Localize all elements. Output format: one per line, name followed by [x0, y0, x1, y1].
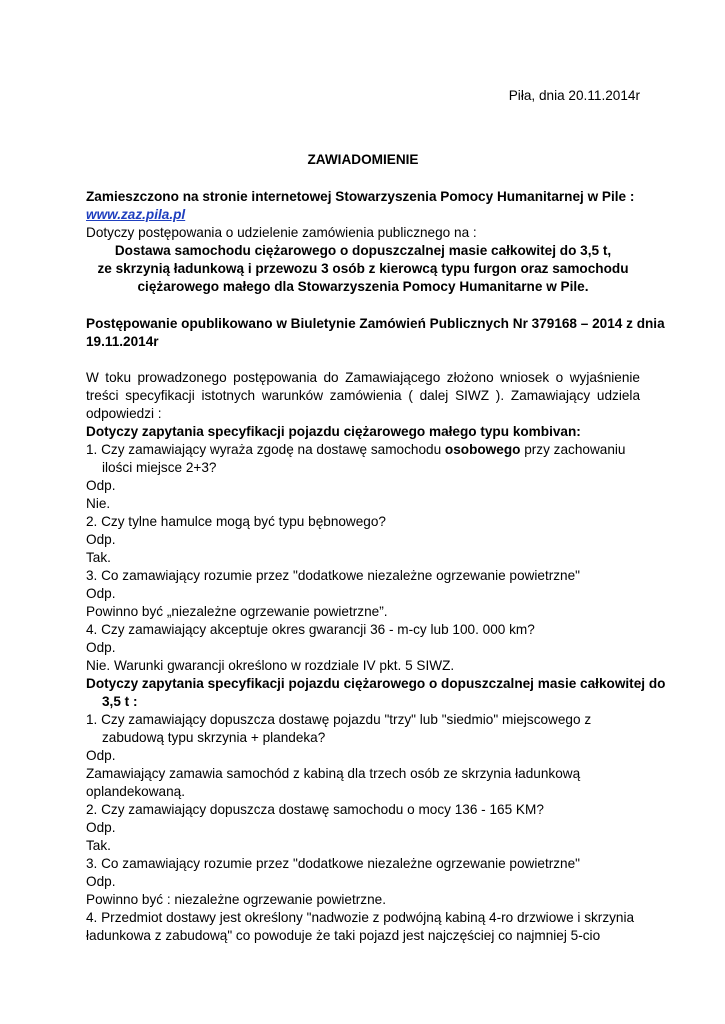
section-2-question-1-cont: zabudową typu skrzynia + plandeka? [102, 730, 326, 745]
section-2-answer-3: Powinno być : niezależne ogrzewanie powietrzne. [86, 892, 386, 907]
section-1-question-2: 2. Czy tylne hamulce mogą być typu bębnowego? [86, 514, 386, 529]
section-2-question-4: 4. Przedmiot dostawy jest określony "nadwozie z podwójną kabiną 4-ro drzwiowe i skrzynia [86, 910, 635, 925]
section-2-question-2: 2. Czy zamawiający dopuszcza dostawę samochodu o mocy 136 - 165 KM? [86, 802, 544, 817]
section-1-answer-2: Tak. [86, 550, 111, 565]
section-1-question-4: 4. Czy zamawiający akceptuje okres gwarancji 36 - m-cy lub 100. 000 km? [86, 622, 535, 637]
section-2-question-3: 3. Co zamawiający rozumie przez "dodatkowe niezależne ogrzewanie powietrzne" [86, 856, 580, 871]
section-2-answer-1-cont: oplandekowaną. [86, 784, 186, 799]
section-1-question-1-cont: ilości miejsce 2+3? [102, 460, 217, 475]
section-1-odp-3: Odp. [86, 586, 116, 601]
section-2-question-4-cont: ładunkowa z zabudową" co powoduje że taki pojazd jest najczęściej co najmniej 5-cio [86, 928, 601, 943]
section-2-heading-cont: 3,5 t : [102, 694, 138, 709]
section-1-answer-3: Powinno być „niezależne ogrzewanie powietrzne”. [86, 604, 388, 619]
section-1-odp-1: Odp. [86, 478, 116, 493]
subject-line-3: ciężarowego małego dla Stowarzyszenia Pomocy Humanitarne w Pile. [137, 279, 589, 294]
section-2-answer-1: Zamawiający zamawia samochód z kabiną dla trzech osób ze skrzynia ładunkową [86, 766, 581, 781]
section-2-odp-2: Odp. [86, 820, 116, 835]
date-line: Piła, dnia 20.11.2014r [508, 88, 640, 103]
intro-line-1: Zamieszczono na stronie internetowej Stowarzyszenia Pomocy Humanitarnej w Pile : [86, 189, 635, 204]
section-1-odp-4: Odp. [86, 640, 116, 655]
section-1-question-1: 1. Czy zamawiający wyraża zgodę na dostawę samochodu osobowego przy zachowaniu [86, 442, 626, 457]
website-link[interactable]: www.zaz.pila.pl [86, 207, 186, 222]
intro-line-2: Dotyczy postępowania o udzielenie zamówienia publicznego na : [86, 225, 477, 240]
section-1-question-3: 3. Co zamawiający rozumie przez "dodatkowe niezależne ogrzewanie powietrzne" [86, 568, 580, 583]
paragraph-line-2: treści specyfikacji istotnych warunków zamówienia ( dalej SIWZ ). Zamawiający udziela [86, 388, 640, 403]
section-2-question-1: 1. Czy zamawiający dopuszcza dostawę pojazdu "trzy" lub "siedmio" miejscowego z [86, 712, 592, 727]
section-2-heading: Dotyczy zapytania specyfikacji pojazdu ciężarowego o dopuszczalnej masie całkowitej do [86, 676, 666, 691]
paragraph-line-3: odpowiedzi : [86, 406, 162, 421]
paragraph-line-1: W toku prowadzonego postępowania do Zamawiającego złożono wniosek o wyjaśnienie [86, 370, 640, 385]
section-2-odp-1: Odp. [86, 748, 116, 763]
section-1-heading: Dotyczy zapytania specyfikacji pojazdu ciężarowego małego typu kombivan: [86, 424, 581, 439]
document-title: ZAWIADOMIENIE [307, 152, 419, 167]
website-link-row [86, 206, 640, 224]
subject-line-2: ze skrzynią ładunkową i przewozu 3 osób z kierowcą typu furgon oraz samochodu [97, 261, 629, 276]
subject-line-1: Dostawa samochodu ciężarowego o dopuszczalnej masie całkowitej do 3,5 t, [114, 243, 612, 258]
section-2-answer-2: Tak. [86, 838, 111, 853]
section-2-odp-3: Odp. [86, 874, 116, 889]
publication-line-1: Postępowanie opublikowano w Biuletynie Zamówień Publicznych Nr 379168 – 2014 z dnia [86, 316, 665, 331]
section-1-odp-2: Odp. [86, 532, 116, 547]
publication-line-2: 19.11.2014r [86, 334, 159, 349]
section-1-answer-4: Nie. Warunki gwarancji określono w rozdziale IV pkt. 5 SIWZ. [86, 658, 455, 673]
section-1-answer-1: Nie. [86, 496, 111, 511]
